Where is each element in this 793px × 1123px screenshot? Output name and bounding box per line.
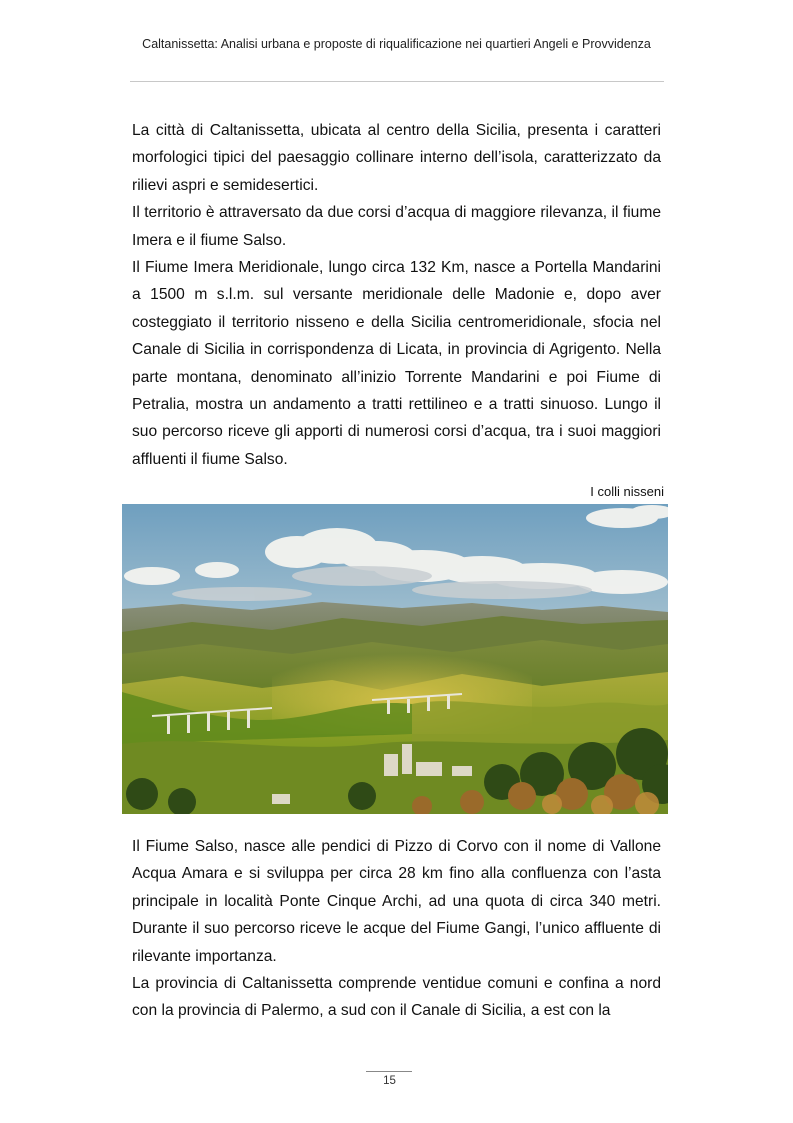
header-divider (130, 81, 664, 82)
paragraph: Il territorio è attraversato da due corsi d’acqua di maggiore rilevanza, il fiume Imera e il fiume Salso. (132, 204, 661, 249)
landscape-photo (122, 504, 668, 814)
body-text-top (132, 117, 661, 473)
paragraph: La provincia di Caltanissetta comprende ventidue comuni e confina a nord con la provincia di Palermo, a sud con il Canale di Sicilia, a est con la (132, 975, 661, 1020)
figure-caption: I colli nisseni (590, 484, 664, 499)
running-header: Caltanissetta: Analisi urbana e proposte di riqualificazione nei quartieri Angeli e Provvidenza (142, 37, 651, 51)
page-number: 15 (383, 1075, 396, 1087)
body-text-bottom (132, 833, 661, 1025)
paragraph: Il Fiume Salso, nasce alle pendici di Pizzo di Corvo con il nome di Vallone Acqua Amara e si sviluppa per circa 28 km fino alla confluenza con l’asta principale in località Ponte Cinque Archi, ad una quota di circa 340 metri. Durante il suo percorso riceve le acque del Fiume Gangi, l’unico affluente di rilevante importanza. (132, 838, 661, 965)
footer-divider (366, 1071, 412, 1072)
paragraph: La città di Caltanissetta, ubicata al centro della Sicilia, presenta i caratteri morfologici tipici del paesaggio collinare interno dell’isola, caratterizzato da rilievi aspri e semidesertici. (132, 122, 661, 194)
paragraph: Il Fiume Imera Meridionale, lungo circa 132 Km, nasce a Portella Mandarini a 1500 m s.l.m. sul versante meridionale delle Madonie e, dopo aver costeggiato il territorio nisseno e della Sicilia centromeridionale, sfocia nel Canale di Sicilia in corrispondenza di Licata, in provincia di Agrigento. Nella parte montana, denominato all’inizio Torrente Mandarini e poi Fiume di Petralia, mostra un andamento a tratti rettilineo e a tratti sinuoso. Lungo il suo percorso riceve gli apporti di numerosi corsi d’acqua, tra i suoi maggiori affluenti il fiume Salso. (132, 259, 661, 468)
